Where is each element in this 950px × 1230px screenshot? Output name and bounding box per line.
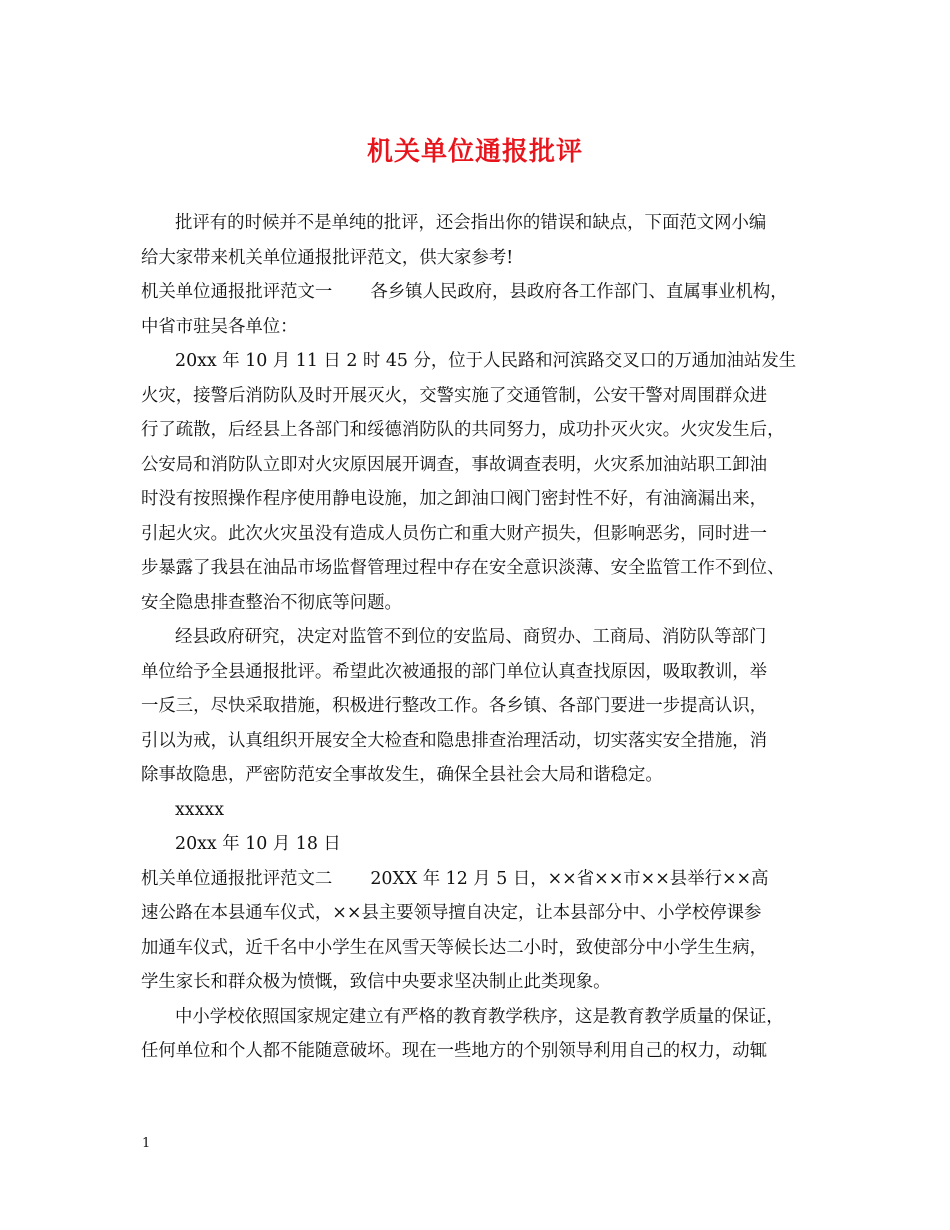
paragraph-line: 除事故隐患，严密防范安全事故发生，确保全县社会大局和谐稳定。 — [141, 765, 663, 785]
paragraph-line: 公安局和消防队立即对火灾原因展开调查，事故调查表明，火灾系加油站职工卸油 — [141, 454, 768, 475]
paragraph-line: 单位给予全县通报批评。希望此次被通报的部门单位认真查找原因，吸取教训，举 — [141, 661, 768, 682]
document-title: 机关单位通报批评 — [366, 137, 583, 167]
paragraph-line: 火灾，接警后消防队及时开展灭火，交警实施了交通管制，公安干警对周围群众进 — [141, 385, 768, 406]
paragraph-line: 一反三，尽快采取措施，积极进行整改工作。各乡镇、各部门要进一步提高认识， — [141, 696, 768, 716]
date-line: 20xx 年 10 月 18 日 — [175, 834, 341, 854]
paragraph-line — [141, 275, 826, 310]
paragraph-line — [141, 862, 826, 897]
paragraph-line: 20xx 年 10 月 11 日 2 时 45 分，位于人民路和河滨路交叉口的万通加油站发生 — [175, 351, 797, 371]
paragraph-line: 批评有的时候并不是单纯的批评，还会指出你的错误和缺点，下面范文网小编 — [175, 213, 767, 233]
paragraph-line: 引起火灾。此次火灾虽没有造成人员伤亡和重大财产损失，但影响恶劣，同时进一 — [141, 523, 768, 544]
paragraph-line: 安全隐患排查整治不彻底等问题。 — [141, 592, 402, 613]
salutation: 各乡镇人民政府，县政府各工作部门、直属事业机构， — [370, 282, 788, 302]
paragraph-line: 中省市驻吴各单位： — [141, 316, 298, 337]
paragraph-start: 20XX 年 12 月 5 日，××省××市××县举行××高 — [370, 868, 769, 889]
section-heading: 机关单位通报批评范文二 — [141, 868, 333, 889]
document-body — [141, 206, 826, 1069]
paragraph-line: 时没有按照操作程序使用静电设施，加之卸油口阀门密封性不好，有油滴漏出来， — [141, 489, 768, 509]
page-number: 1 — [142, 1136, 151, 1151]
paragraph-line: 给大家带来机关单位通报批评范文，供大家参考! — [141, 247, 514, 268]
paragraph-line: 任何单位和个人都不能随意破坏。现在一些地方的个别领导利用自己的权力，动辄 — [141, 1041, 768, 1061]
paragraph-line: 中小学校依照国家规定建立有严格的教育教学秩序，这是教育教学质量的保证， — [175, 1006, 784, 1027]
paragraph-line: 速公路在本县通车仪式，××县主要领导擅自决定，让本县部分中、小学校停课参 — [141, 903, 762, 923]
paragraph-line: 引以为戒，认真组织开展安全大检查和隐患排查治理活动，切实落实安全措施，消 — [141, 730, 768, 751]
section-heading: 机关单位通报批评范文一 — [141, 282, 333, 302]
paragraph-line: 经县政府研究，决定对监管不到位的安监局、商贸办、工商局、消防队等部门 — [175, 627, 767, 647]
paragraph-line: 步暴露了我县在油品市场监督管理过程中存在安全意识淡薄、安全监管工作不到位、 — [141, 558, 785, 578]
paragraph-line: 学生家长和群众极为愤慨，致信中央要求坚决制止此类现象。 — [141, 972, 611, 992]
paragraph-line: 行了疏散，后经县上各部门和绥德消防队的共同努力，成功扑灭火灾。火灾发生后， — [141, 420, 785, 440]
paragraph-line: 加通车仪式，近千名中小学生在风雪天等候长达二小时，致使部分中小学生生病， — [141, 937, 768, 958]
signature-line: xxxxx — [175, 799, 225, 820]
